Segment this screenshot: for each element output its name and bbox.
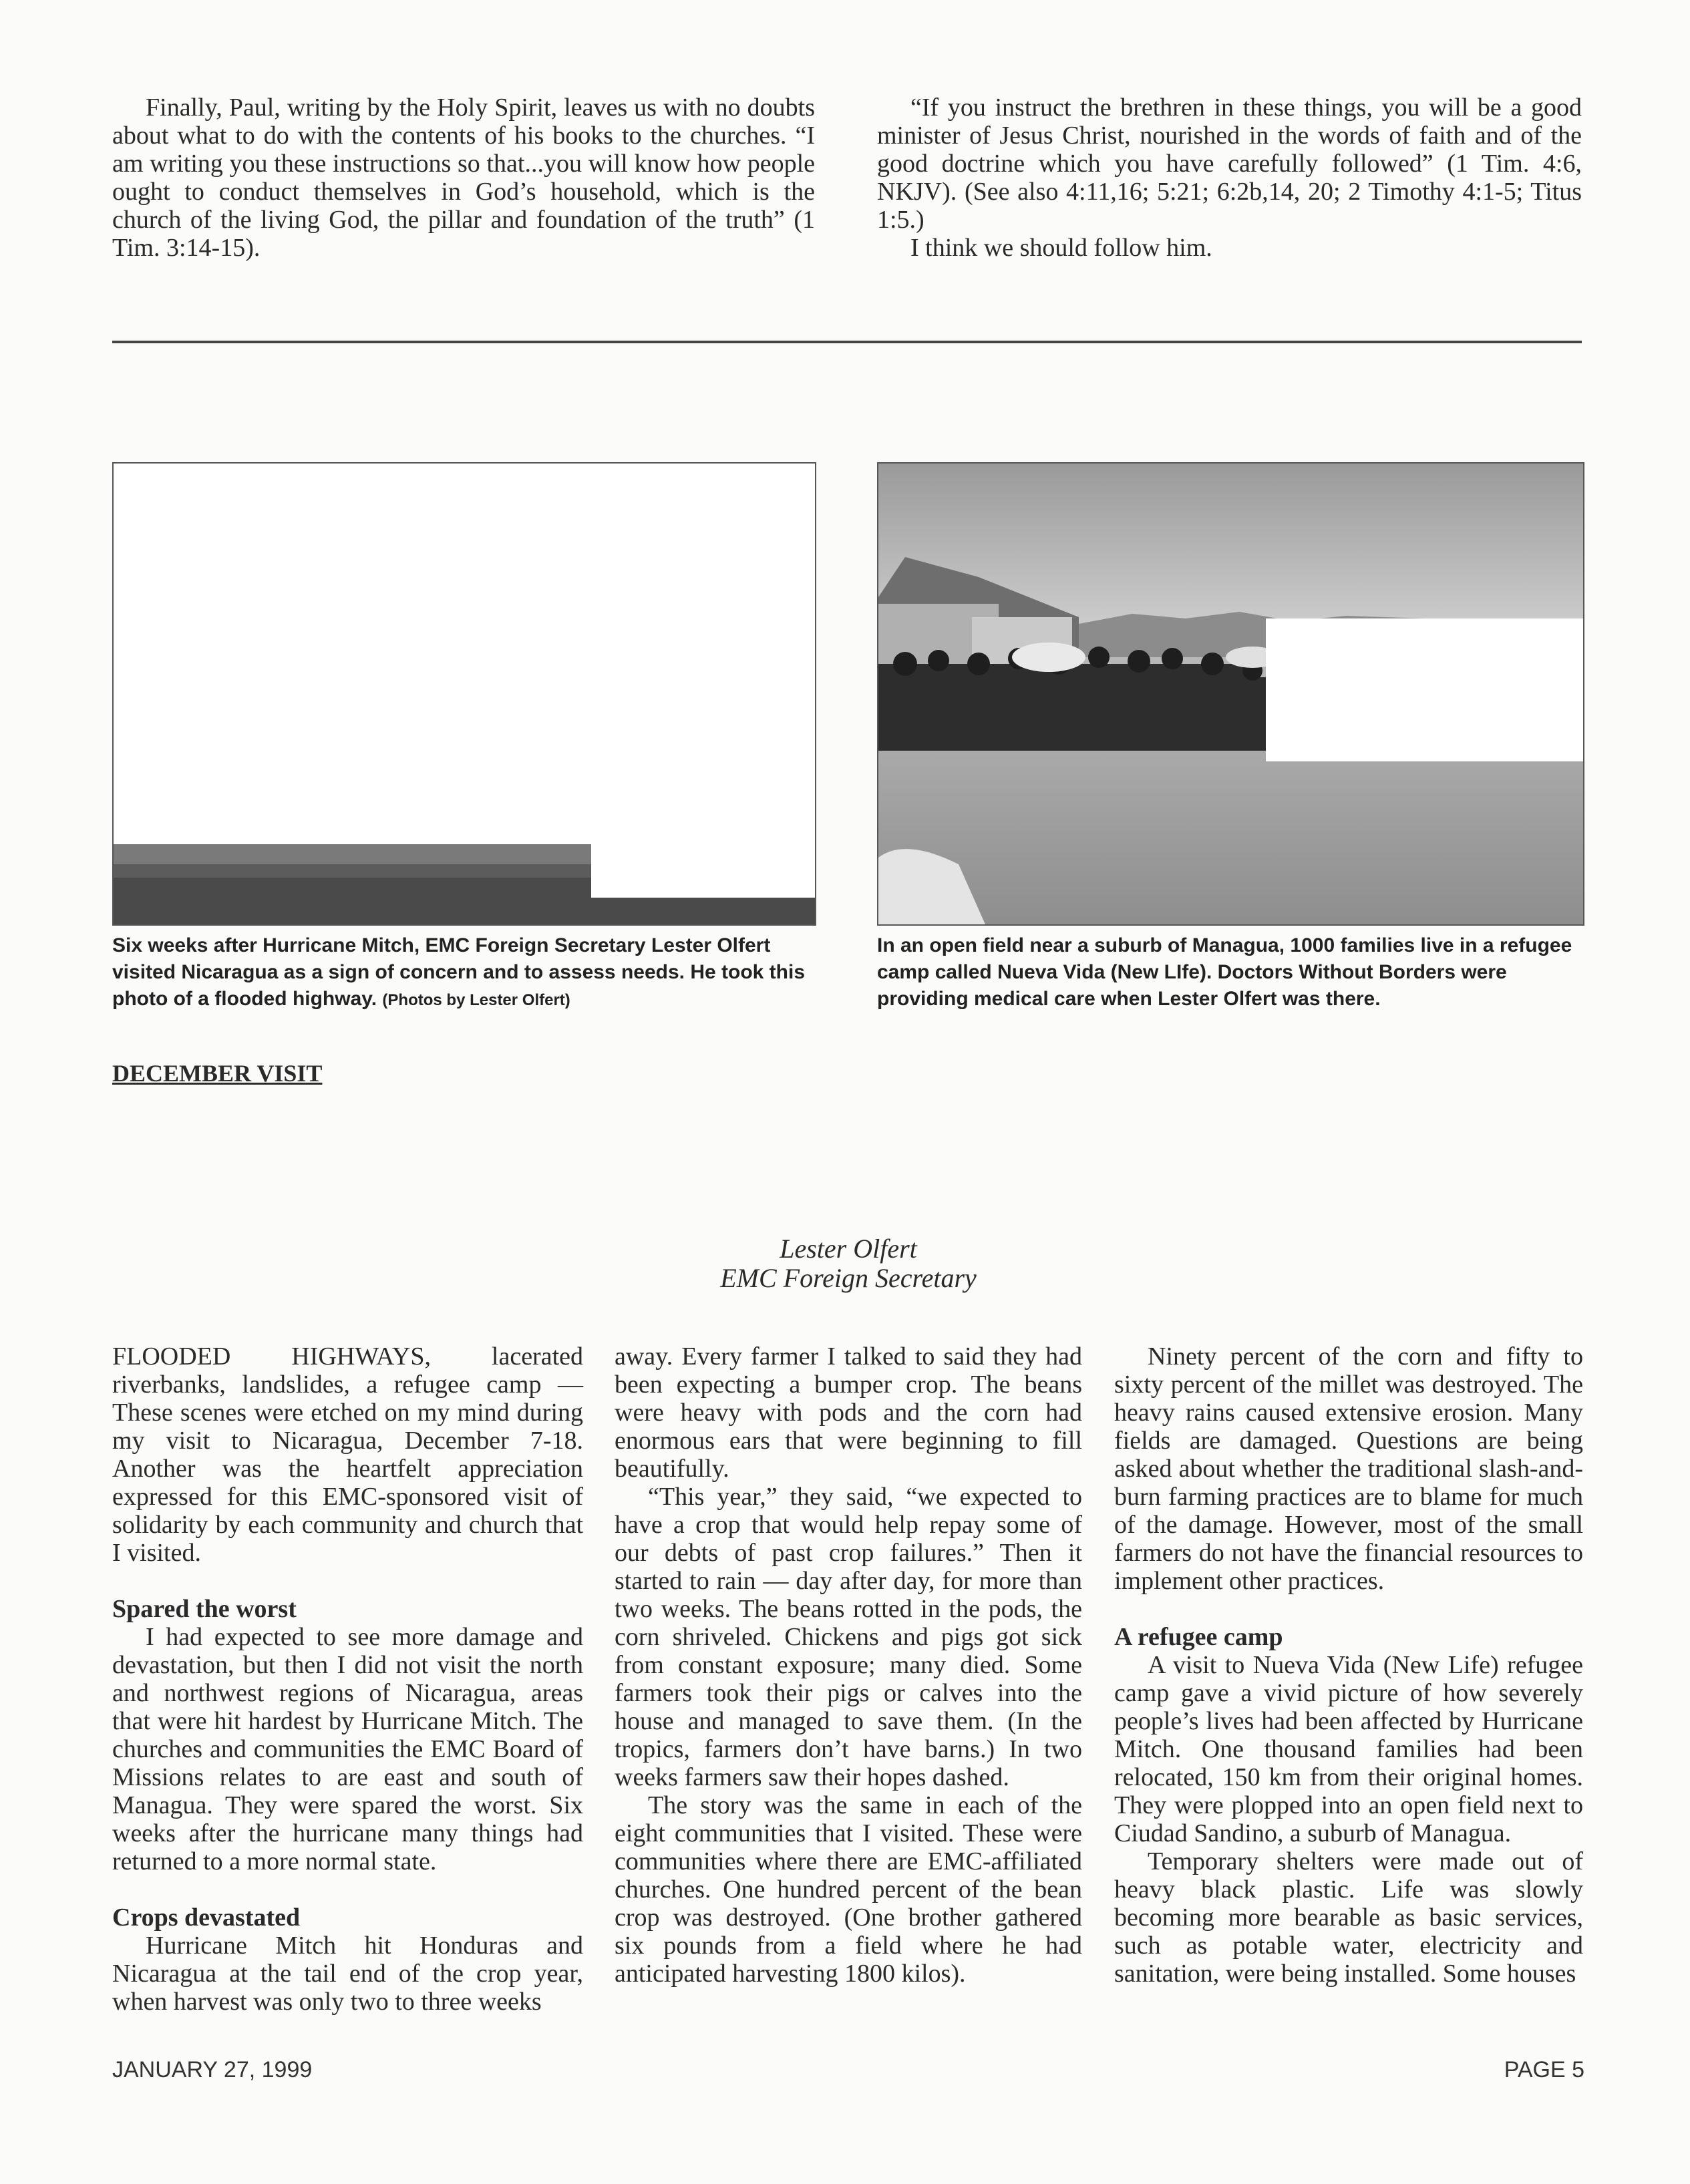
article-paragraph: away. Every farmer I talked to said they had been expecting a bumper crop. The beans were heavy with pods and the corn had enormous ears that were beginning to fill beautifully. [615, 1342, 1082, 1483]
article-column-2 [615, 1342, 1082, 1988]
article-column-3 [1114, 1342, 1583, 1988]
caption-text: Six weeks after Hurricane Mitch, EMC Foreign Secretary Lester Olfert visited Nicaragua as a sign of concern and to assess needs. He took this photo of a flooded highway. [112, 934, 806, 1010]
top-article-paragraph: I think we should follow him. [910, 234, 1212, 262]
refugee-camp-image [878, 464, 1583, 924]
article-paragraph: Hurricane Mitch hit Honduras and Nicaragua at the tail end of the crop year, when harvest was only two to three weeks [112, 1932, 583, 2016]
section-divider [112, 341, 1582, 343]
top-article-column-2 [877, 94, 1582, 262]
top-article-paragraph: Finally, Paul, writing by the Holy Spirit, leaves us with no doubts about what to do with the contents of his books to the churches. “I am writing you these instructions so that...you will know how people ought to conduct themselves in God’s household, which is the church of the living God, the pillar and foundation of the truth” (1 Tim. 3:14-15). [112, 94, 815, 262]
flooded-highway-photo [112, 462, 816, 926]
footer-date: JANUARY 27, 1999 [112, 2057, 313, 2082]
footer-page-number: PAGE 5 [1504, 2057, 1584, 2082]
subhead-crops-devastated: Crops devastated [112, 1903, 301, 1932]
article-paragraph: Ninety percent of the corn and fifty to sixty percent of the millet was destroyed. The heavy rains caused extensive erosion. Many fields are damaged. Questions are being asked about whether the traditional slash-and-burn farming practices are to blame for much of the damage. However, most of the small farmers do not have the financial resources to implement other practices. [1114, 1342, 1583, 1595]
flooded-highway-image [114, 464, 815, 924]
refugee-camp-photo [877, 462, 1584, 926]
article-paragraph: I had expected to see more damage and devastation, but then I did not visit the north and northwest regions of Nicaragua, areas that were hit hardest by Hurricane Mitch. The churches and communities the EMC Board of Missions relates to are east and south of Managua. They were spared the worst. Six weeks after the hurricane many things had returned to a more normal state. [112, 1623, 583, 1875]
byline-name: Lester Olfert [780, 1234, 917, 1264]
top-article-paragraph: “If you instruct the brethren in these things, you will be a good minister of Jesus Christ, nourished in the words of faith and of the good doctrine which you have carefully followed” (1 Tim. 4:6, NKJV). (See also 4:11,16; 5:21; 6:2b,14, 20; 2 Timothy 4:1-5; Titus 1:5.) [877, 94, 1582, 234]
byline-title: EMC Foreign Secretary [720, 1263, 977, 1293]
byline [534, 1234, 1162, 1293]
article-paragraph: “This year,” they said, “we expected to have a crop that would help repay some of our debts of past crop failures.” Then it started to rain — day after day, for more than two weeks. The beans rotted in the pods, the corn shriveled. Chickens and pigs got sick from constant exposure; many died. Some farmers took their pigs or calves into the house and managed to save them. (In the tropics, farmers don’t have barns.) In two weeks farmers saw their hopes dashed. [615, 1483, 1082, 1791]
flooded-highway-caption [112, 932, 817, 1014]
section-title: DECEMBER VISIT [112, 1060, 323, 1087]
article-paragraph: FLOODED HIGHWAYS, lacerated riverbanks, landslides, a refugee camp — These scenes were etched on my mind during my visit to Nicaragua, December 7-18. Another was the heartfelt appreciation expressed for this EMC-sponsored visit of solidarity by each community and church that I visited. [112, 1342, 583, 1567]
article-paragraph: The story was the same in each of the eight communities that I visited. These were communities where there are EMC-affiliated churches. One hundred percent of the bean crop was destroyed. (One brother gathered six pounds from a field where he had anticipated harvesting 1800 kilos). [615, 1791, 1082, 1988]
article-paragraph: A visit to Nueva Vida (New Life) refugee camp gave a vivid picture of how severely people’s lives had been affected by Hurricane Mitch. One thousand families had been relocated, 150 km from their original homes. They were plopped into an open field next to Ciudad Sandino, a suburb of Managua. [1114, 1651, 1583, 1847]
caption-text: In an open field near a suburb of Managua, 1000 families live in a refugee camp called Nueva Vida (New LIfe). Doctors Without Borders were providing medical care when Lester Olfert was there. [877, 934, 1572, 1010]
subhead-spared-the-worst: Spared the worst [112, 1595, 297, 1623]
article-column-1 [112, 1342, 583, 2016]
article-paragraph: Temporary shelters were made out of heavy black plastic. Life was slowly becoming more bearable as basic services, such as potable water, electricity and sanitation, were being installed. Some houses [1114, 1847, 1583, 1988]
photo-credit: (Photos by Lester Olfert) [382, 991, 570, 1009]
top-article-column-1 [112, 94, 815, 262]
refugee-camp-caption [877, 932, 1582, 1013]
subhead-refugee-camp: A refugee camp [1114, 1623, 1283, 1651]
